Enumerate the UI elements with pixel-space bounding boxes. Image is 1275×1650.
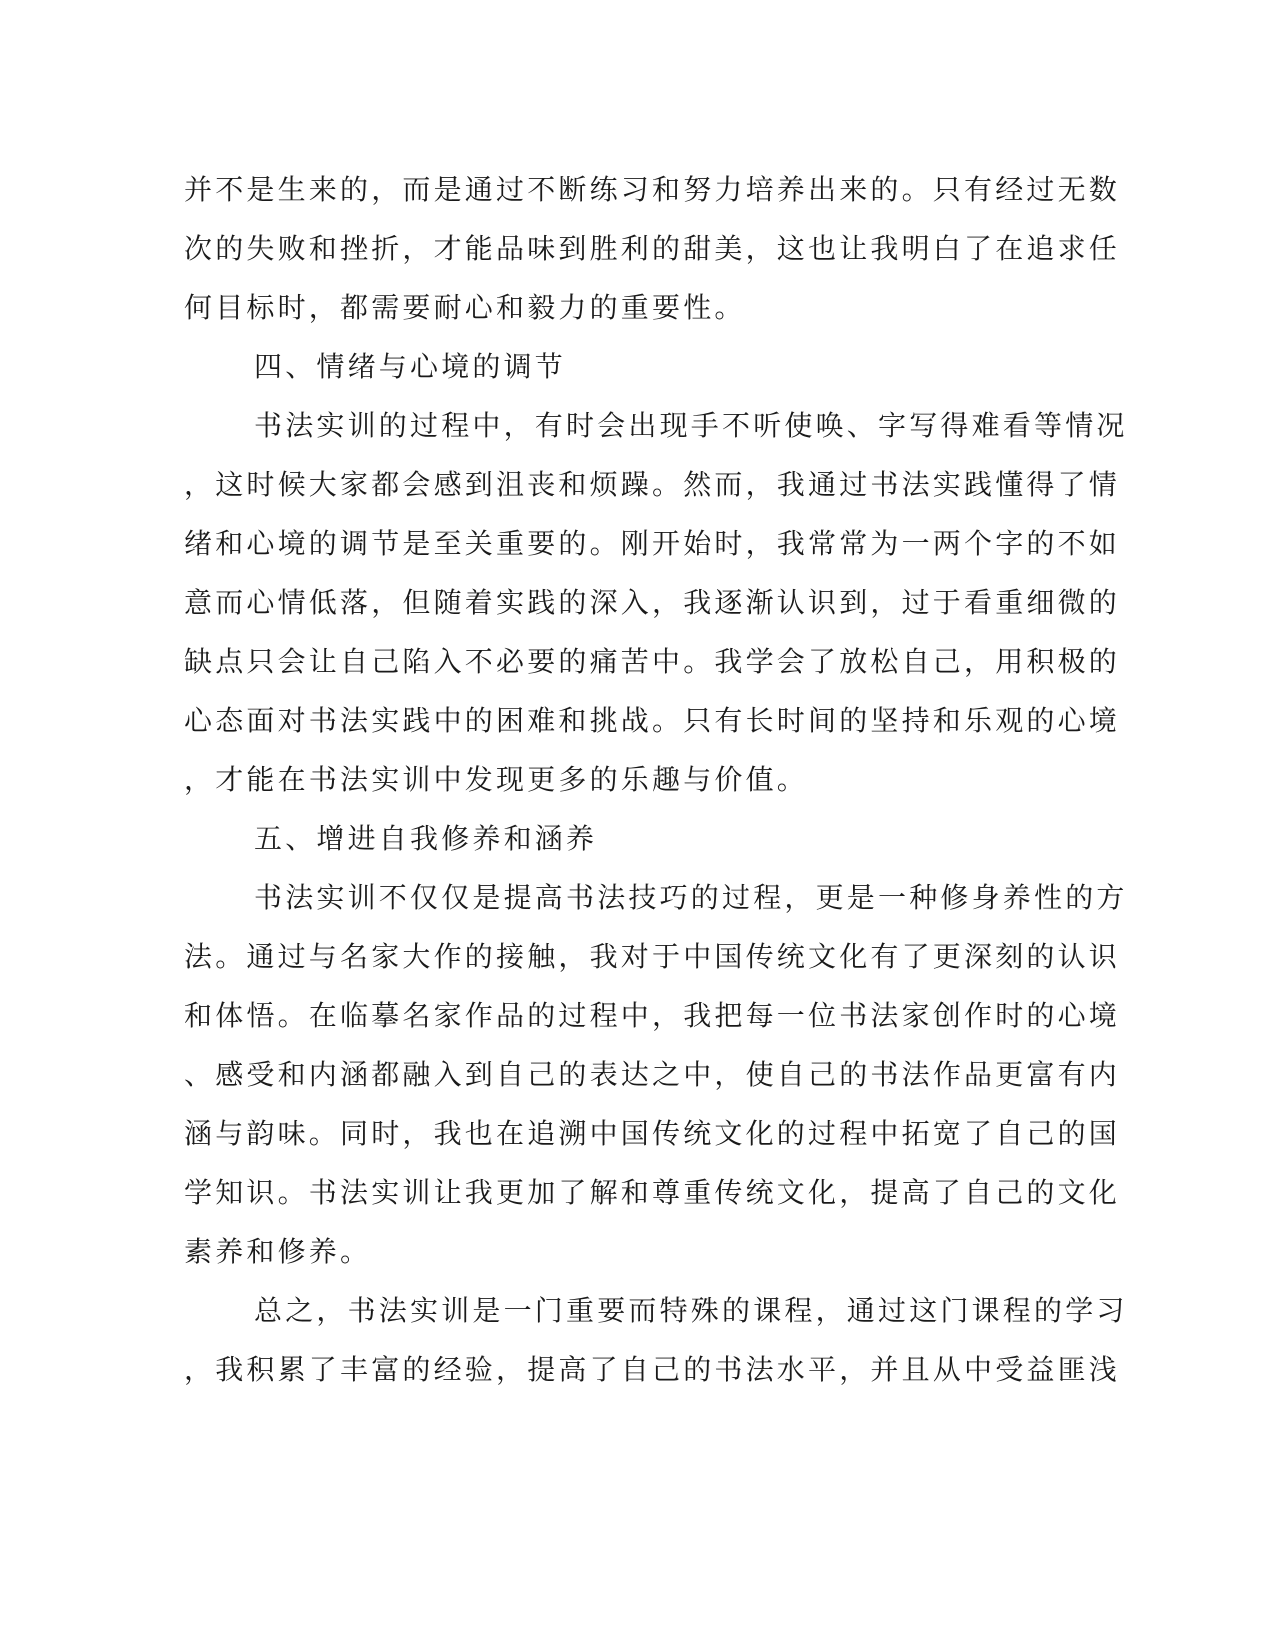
text-line: 涵与韵味。同时，我也在追溯中国传统文化的过程中拓宽了自己的国 xyxy=(184,1117,1121,1150)
text-line: 总之，书法实训是一门重要而特殊的课程，通过这门课程的学习 xyxy=(254,1294,1128,1327)
text-line: ，才能在书法实训中发现更多的乐趣与价值。 xyxy=(184,763,809,796)
text-line: 素养和修养。 xyxy=(184,1235,372,1268)
section-heading-5: 五、增进自我修养和涵养 xyxy=(254,822,598,855)
text-line: ，我积累了丰富的经验，提高了自己的书法水平，并且从中受益匪浅 xyxy=(184,1353,1121,1386)
text-line: 何目标时，都需要耐心和毅力的重要性。 xyxy=(184,291,746,324)
text-line: 并不是生来的，而是通过不断练习和努力培养出来的。只有经过无数 xyxy=(184,173,1121,206)
text-line: 绪和心境的调节是至关重要的。刚开始时，我常常为一两个字的不如 xyxy=(184,527,1121,560)
text-line: 和体悟。在临摹名家作品的过程中，我把每一位书法家创作时的心境 xyxy=(184,999,1121,1032)
text-line: 、感受和内涵都融入到自己的表达之中，使自己的书法作品更富有内 xyxy=(184,1058,1121,1091)
text-line: 缺点只会让自己陷入不必要的痛苦中。我学会了放松自己，用积极的 xyxy=(184,645,1121,678)
text-line: 书法实训不仅仅是提高书法技巧的过程，更是一种修身养性的方 xyxy=(254,881,1128,914)
text-line: ，这时候大家都会感到沮丧和烦躁。然而，我通过书法实践懂得了情 xyxy=(184,468,1121,501)
text-line: 法。通过与名家大作的接触，我对于中国传统文化有了更深刻的认识 xyxy=(184,940,1121,973)
section-heading-4: 四、情绪与心境的调节 xyxy=(254,350,567,383)
text-line: 书法实训的过程中，有时会出现手不听使唤、字写得难看等情况 xyxy=(254,409,1128,442)
text-line: 次的失败和挫折，才能品味到胜利的甜美，这也让我明白了在追求任 xyxy=(184,232,1121,265)
text-line: 学知识。书法实训让我更加了解和尊重传统文化，提高了自己的文化 xyxy=(184,1176,1121,1209)
text-line: 意而心情低落，但随着实践的深入，我逐渐认识到，过于看重细微的 xyxy=(184,586,1121,619)
text-line: 心态面对书法实践中的困难和挑战。只有长时间的坚持和乐观的心境 xyxy=(184,704,1121,737)
body-text xyxy=(184,160,1128,1399)
